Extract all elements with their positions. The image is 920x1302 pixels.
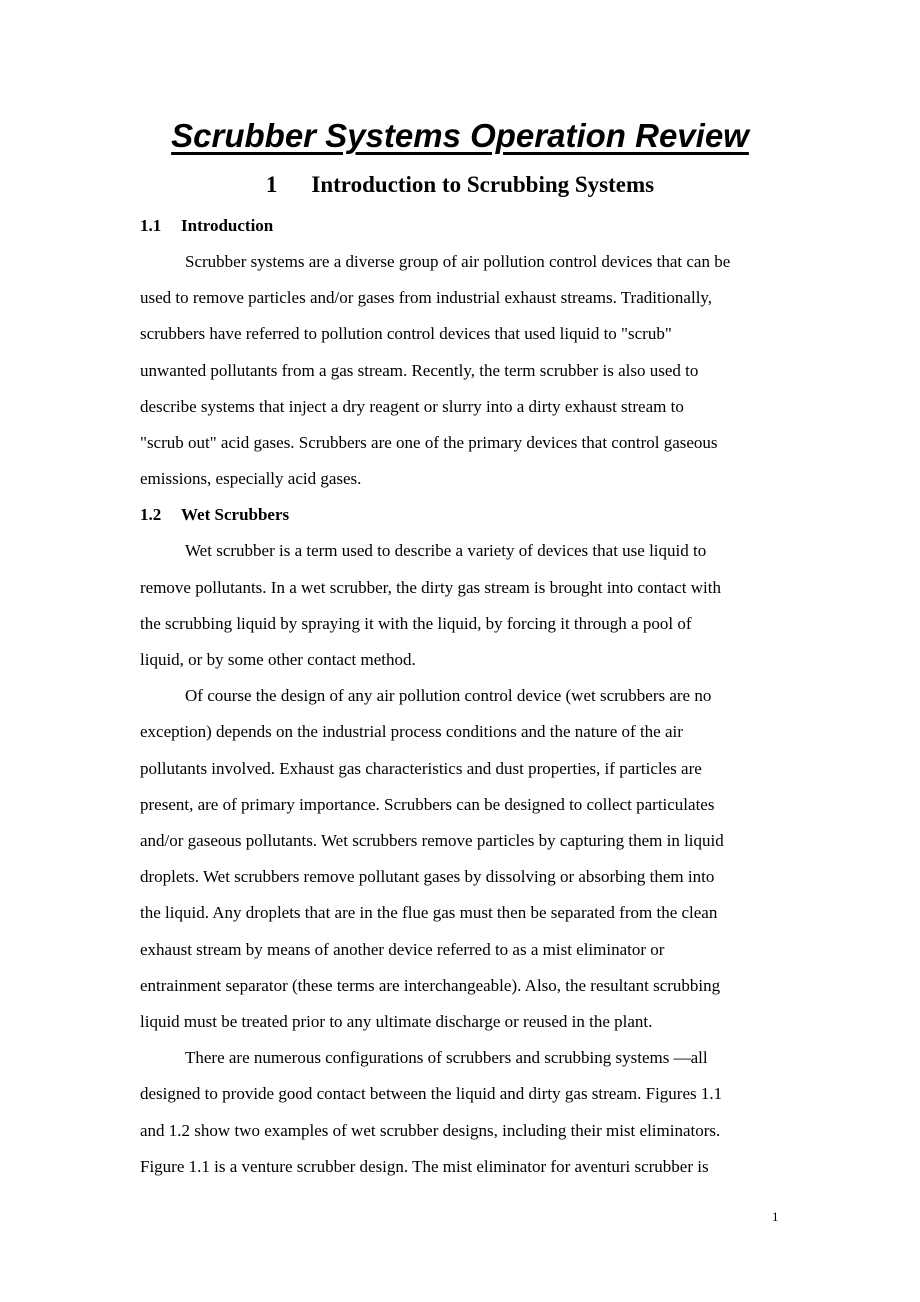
section-title: Introduction bbox=[181, 216, 274, 235]
text-line: and/or gaseous pollutants. Wet scrubbers remove particles by capturing them in liquid bbox=[140, 831, 724, 851]
text-line: liquid must be treated prior to any ultimate discharge or reused in the plant. bbox=[140, 1012, 653, 1032]
section-heading-wet-scrubbers bbox=[140, 497, 782, 533]
text-line: present, are of primary importance. Scrubbers can be designed to collect particulates bbox=[140, 794, 715, 814]
text-line: emissions, especially acid gases. bbox=[140, 469, 362, 489]
text-line: pollutants involved. Exhaust gas characteristics and dust properties, if particles are bbox=[140, 758, 702, 778]
chapter-heading bbox=[0, 170, 920, 200]
text-line: Scrubber systems are a diverse group of air pollution control devices that can be bbox=[185, 252, 731, 271]
document-title: Scrubber Systems Operation Review bbox=[171, 117, 749, 154]
paragraph-wet-scrubber-definition bbox=[140, 533, 782, 678]
text-line: remove pollutants. In a wet scrubber, the dirty gas stream is brought into contact with bbox=[140, 577, 721, 597]
text-line: used to remove particles and/or gases from industrial exhaust streams. Traditionally, bbox=[140, 288, 713, 308]
page-number: 1 bbox=[772, 1209, 779, 1224]
text-line: There are numerous configurations of scrubbers and scrubbing systems —all bbox=[185, 1048, 708, 1068]
text-line: the liquid. Any droplets that are in the flue gas must then be separated from the clean bbox=[140, 903, 718, 923]
text-line: entrainment separator (these terms are interchangeable). Also, the resultant scrubbing bbox=[140, 975, 721, 995]
text-line: liquid, or by some other contact method. bbox=[140, 650, 416, 670]
text-line: Of course the design of any air pollution control device (wet scrubbers are no bbox=[185, 686, 712, 706]
document-body bbox=[140, 208, 782, 1185]
text-line: the scrubbing liquid by spraying it with the liquid, by forcing it through a pool of bbox=[140, 613, 692, 633]
chapter-number: 1 bbox=[265, 172, 278, 197]
paragraph-design-considerations bbox=[140, 678, 782, 1040]
section-heading-introduction bbox=[140, 208, 782, 244]
text-line: describe systems that inject a dry reagent or slurry into a dirty exhaust stream to bbox=[140, 396, 684, 416]
text-line: designed to provide good contact between the liquid and dirty gas stream. Figures 1.1 bbox=[140, 1084, 723, 1104]
text-line: Wet scrubber is a term used to describe a variety of devices that use liquid to bbox=[185, 541, 707, 561]
section-title: Wet Scrubbers bbox=[181, 505, 290, 525]
text-line: unwanted pollutants from a gas stream. Recently, the term scrubber is also used to bbox=[140, 360, 699, 380]
section-number: 1.2 bbox=[140, 505, 162, 525]
text-line: exception) depends on the industrial process conditions and the nature of the air bbox=[140, 722, 683, 742]
text-line: scrubbers have referred to pollution control devices that used liquid to "scrub" bbox=[140, 324, 672, 344]
text-line: Figure 1.1 is a venture scrubber design. The mist eliminator for aventuri scrubber is bbox=[140, 1156, 709, 1176]
paragraph-configurations bbox=[140, 1040, 782, 1185]
paragraph-introduction bbox=[140, 244, 782, 497]
text-line: exhaust stream by means of another device referred to as a mist eliminator or bbox=[140, 939, 665, 959]
text-line: and 1.2 show two examples of wet scrubber designs, including their mist eliminators. bbox=[140, 1120, 721, 1140]
text-line: "scrub out" acid gases. Scrubbers are one of the primary devices that control gaseous bbox=[140, 433, 718, 453]
section-number: 1.1 bbox=[140, 216, 162, 235]
text-line: droplets. Wet scrubbers remove pollutant gases by dissolving or absorbing them into bbox=[140, 867, 715, 887]
chapter-title: Introduction to Scrubbing Systems bbox=[311, 172, 655, 197]
